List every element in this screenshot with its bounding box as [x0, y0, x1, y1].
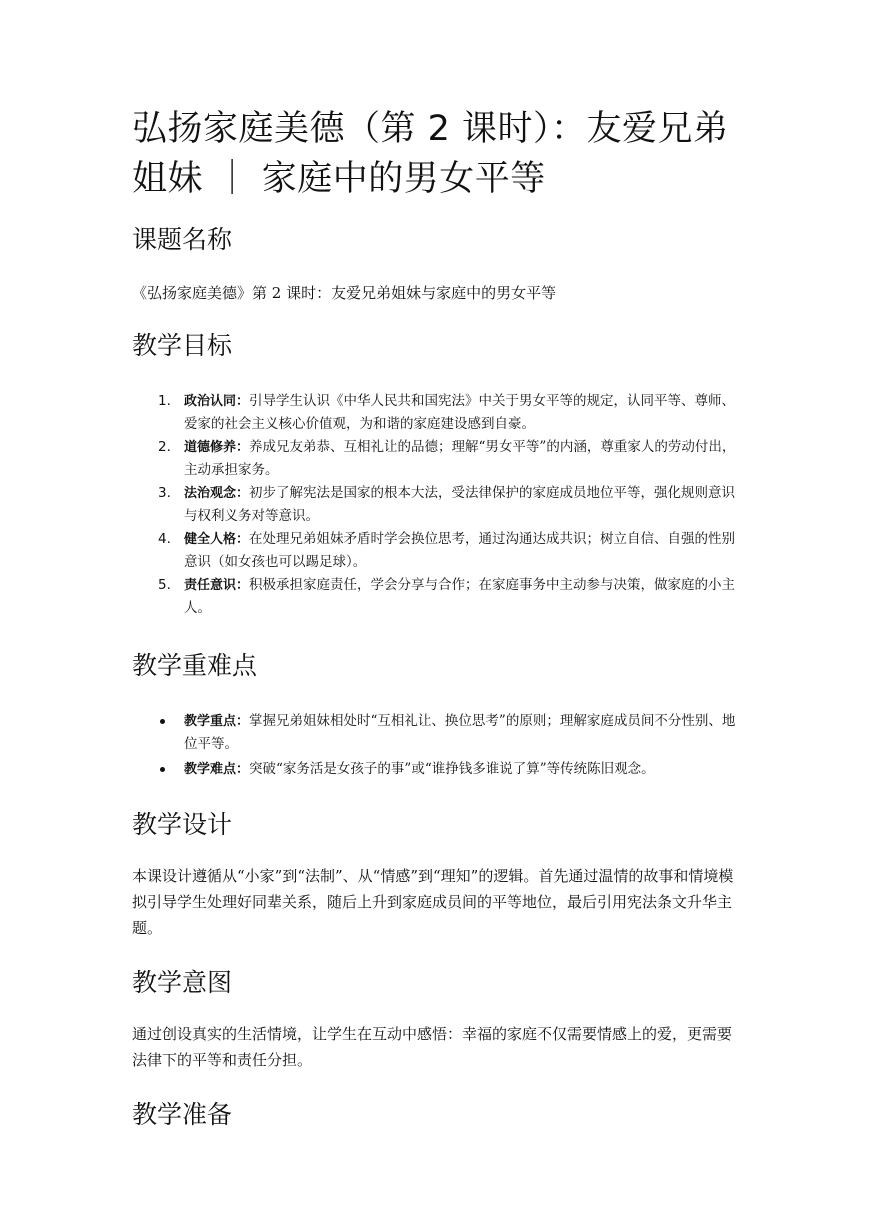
list-item — [132, 482, 744, 528]
goal-label: 责任意识： — [184, 578, 250, 593]
list-item — [132, 710, 744, 756]
document-page — [132, 104, 744, 1133]
list-item — [132, 528, 744, 574]
course-name-text: 《弘扬家庭美德》第 2 课时：友爱兄弟姐妹与家庭中的男女平等 — [132, 284, 557, 302]
heading-teaching-prep: 教学准备 — [132, 1100, 233, 1129]
title-line-1: 弘扬家庭美德（第 2 课时）：友爱兄弟 — [132, 109, 729, 149]
point-text: 掌握兄弟姐妹相处时“互相礼让、换位思考”的原则；理解家庭成员间不分性别、地位平等。 — [184, 713, 736, 752]
list-number: 2. — [158, 439, 171, 455]
point-label: 教学重点： — [184, 714, 250, 729]
heading-teaching-intent: 教学意图 — [132, 968, 233, 997]
goal-label: 政治认同： — [184, 394, 250, 409]
goal-label: 法治观念： — [184, 486, 250, 501]
intent-paragraph: 通过创设真实的生活情境，让学生在互动中感悟：幸福的家庭不仅需要情感上的爱，更需要法律下的平等和责任分担。 — [132, 1025, 733, 1069]
heading-key-points: 教学重难点 — [132, 651, 258, 680]
point-label: 教学难点： — [184, 762, 250, 777]
goal-text: 引导学生认识《中华人民共和国宪法》中关于男女平等的规定，认同平等、尊师、爱家的社会主义核心价值观，为和谐的家庭建设感到自豪。 — [184, 393, 736, 432]
goal-text: 初步了解宪法是国家的根本大法，受法律保护的家庭成员地位平等，强化规则意识与权利义务对等意识。 — [184, 485, 736, 524]
goal-label: 道德修养： — [184, 440, 250, 455]
list-number: 1. — [158, 393, 171, 409]
goals-list — [132, 390, 744, 620]
design-paragraph: 本课设计遵循从“小家”到“法制”、从“情感”到“理知”的逻辑。首先通过温情的故事和情境模拟引导学生处理好同辈关系，随后上升到家庭成员间的平等地位，最后引用宪法条文升华主题。 — [132, 867, 734, 937]
point-text: 突破“家务活是女孩子的事”或“谁挣钱多谁说了算”等传统陈旧观念。 — [249, 761, 655, 777]
key-points-list — [132, 710, 744, 781]
goal-text: 在处理兄弟姐妹矛盾时学会换位思考，通过沟通达成共识；树立自信、自强的性别意识（如女孩也可以踢足球）。 — [184, 531, 736, 570]
bullet-icon — [160, 767, 165, 772]
heading-teaching-design: 教学设计 — [132, 810, 233, 839]
title-line-2: 姐妹 ｜ 家庭中的男女平等 — [132, 159, 546, 199]
list-item — [132, 390, 744, 436]
goal-label: 健全人格： — [184, 532, 250, 547]
heading-course-name: 课题名称 — [132, 225, 233, 254]
list-item — [132, 436, 744, 482]
list-item — [132, 758, 744, 781]
goal-text: 积极承担家庭责任，学会分享与合作；在家庭事务中主动参与决策，做家庭的小主人。 — [184, 577, 736, 616]
heading-teaching-goals: 教学目标 — [132, 331, 233, 360]
goal-text: 养成兄友弟恭、互相礼让的品德；理解“男女平等”的内涵，尊重家人的劳动付出，主动承担家务。 — [184, 439, 736, 478]
list-number: 3. — [158, 485, 171, 501]
document-title — [132, 104, 744, 204]
list-number: 5. — [158, 577, 171, 593]
bullet-icon — [160, 719, 165, 724]
list-number: 4. — [158, 531, 171, 547]
list-item — [132, 574, 744, 620]
